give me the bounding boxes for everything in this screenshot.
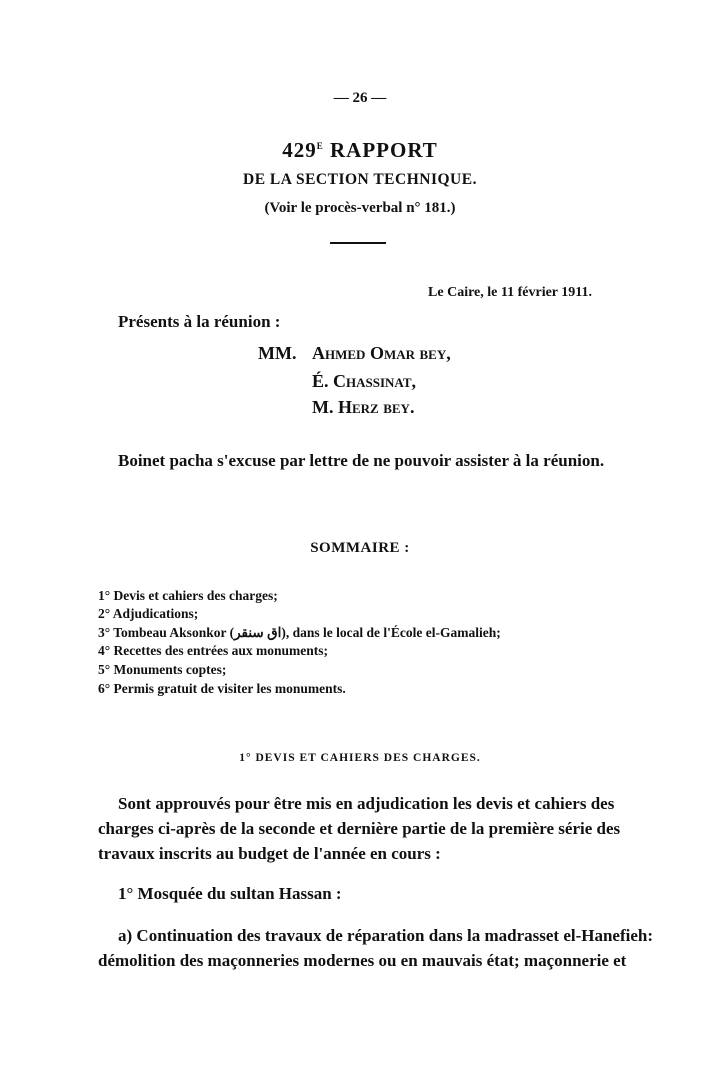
summary-item: 2° Adjudications; <box>98 606 199 621</box>
report-number-superscript: e <box>316 138 324 152</box>
report-number: 429 <box>282 138 317 162</box>
report-title <box>0 138 720 163</box>
attendee-name: É. Chassinat, <box>312 371 417 391</box>
attendees-prefix: MM. <box>258 343 297 363</box>
summary-item: 1° Devis et cahiers des charges; <box>98 588 278 603</box>
paragraph-line: charges ci-après de la seconde et dernière partie de la première série des <box>98 819 621 838</box>
paragraph-line: travaux inscrits au budget de l'année en cours : <box>98 844 441 863</box>
paragraph-line: Sont approuvés pour être mis en adjudication les devis et cahiers des <box>118 794 615 813</box>
report-reference: (Voir le procès-verbal n° 181.) <box>264 200 456 216</box>
report-word: RAPPORT <box>330 138 438 162</box>
excuse-note: Boinet pacha s'excuse par lettre de ne pouvoir assister à la réunion. <box>118 451 605 470</box>
attendees-label: Présents à la réunion : <box>118 312 281 331</box>
summary-heading: SOMMAIRE : <box>310 540 410 556</box>
summary-item: 4° Recettes des entrées aux monuments; <box>98 643 328 658</box>
summary-item: 6° Permis gratuit de visiter les monuments. <box>98 681 346 696</box>
report-subtitle: DE LA SECTION TECHNIQUE. <box>243 171 477 188</box>
paragraph-line: a) Continuation des travaux de réparation dans la madrasset el-Hanefieh: <box>118 926 654 945</box>
attendee-name: M. Herz bey. <box>312 397 415 417</box>
summary-item: 3° Tombeau Aksonkor (اق سنقر), dans le local de l'École el-Gamalieh; <box>98 625 501 640</box>
dateline: Le Caire, le 11 février 1911. <box>428 285 592 300</box>
summary-item: 5° Monuments coptes; <box>98 662 227 677</box>
paragraph-line: démolition des maçonneries modernes ou en mauvais état; maçonnerie et <box>98 951 627 970</box>
page-number: — 26 — <box>333 90 387 106</box>
section-heading: 1° DEVIS ET CAHIERS DES CHARGES. <box>239 752 481 764</box>
divider-rule <box>330 242 386 244</box>
subheading: 1° Mosquée du sultan Hassan : <box>118 884 342 903</box>
attendee-name: Ahmed Omar bey, <box>312 343 451 363</box>
